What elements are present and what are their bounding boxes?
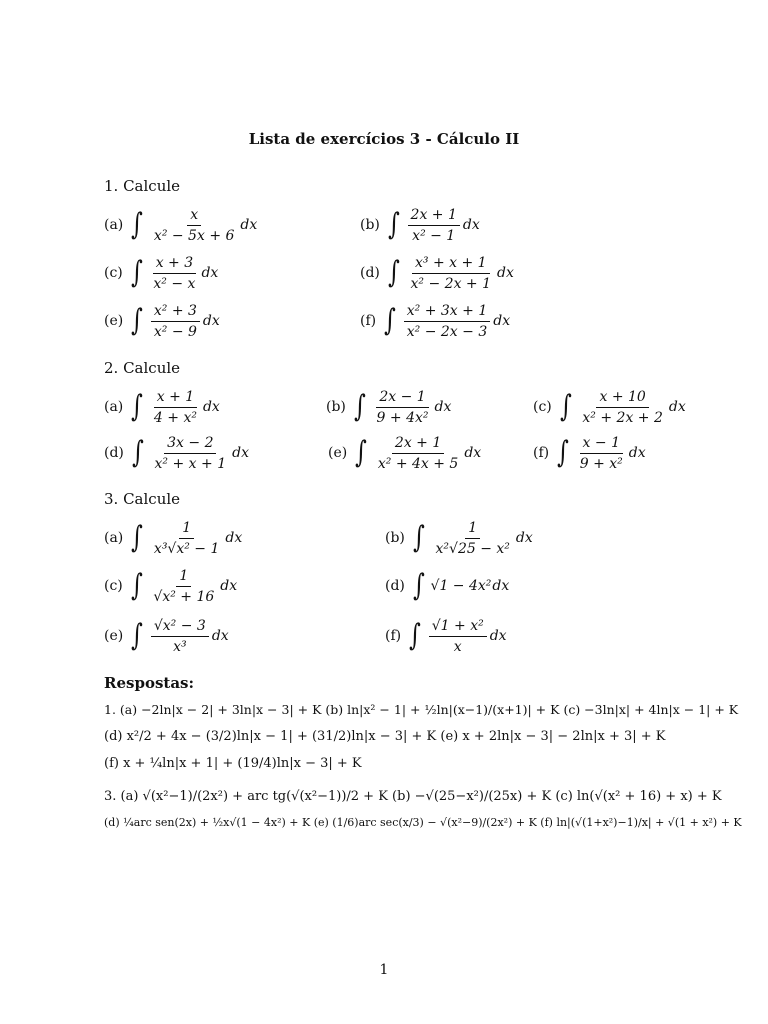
- fraction: $\frac{3x - 2}{\text{x² + x + 1}}$: [154, 434, 227, 472]
- section-1-label: 1. Calcule: [104, 177, 181, 195]
- fraction: $\frac{x - 1}{\text{9 + x²}}$: [579, 434, 623, 472]
- integral-sign-icon: ∫: [559, 389, 572, 424]
- exercise-3b: (b) ∫ $\frac{1}{\text{x²√25 − x²}}$ dx: [385, 519, 533, 557]
- integral-sign-icon: ∫: [353, 389, 366, 424]
- fraction: $\frac{2x + 1}{\text{x² + 4x + 5}}$: [377, 434, 459, 472]
- exercise-3d: (d) ∫ √1 − 4x² dx: [385, 568, 510, 603]
- fraction: $\frac{x + 10}{\text{x² + 2x + 2}}$: [582, 388, 663, 426]
- integral-sign-icon: ∫: [557, 435, 569, 470]
- page-title: Lista de exercícios 3 - Cálculo II: [248, 130, 520, 148]
- exercise-3c: (c) ∫ $\frac{1}{\text{√x² + 16}}$ dx: [104, 567, 238, 605]
- integral-sign-icon: ∫: [409, 618, 421, 653]
- radical-expression: √1 − 4x²: [430, 578, 492, 594]
- integral-sign-icon: ∫: [412, 520, 425, 555]
- exercise-1f: (f) ∫ $\frac{\text{x² + 3x + 1}}{\text{x² − 2x − 3}}$ dx: [360, 302, 511, 340]
- fraction: $\frac{1}{\text{x³√x² − 1}}$: [153, 519, 220, 557]
- answer-line-3: (f) x + ¼ln|x + 1| + (19/4)ln|x − 3| + K: [104, 756, 362, 771]
- exercise-3e: (e) ∫ $\frac{\text{√x² − 3}}{\text{x³}}$ dx: [104, 617, 229, 655]
- integral-sign-icon: ∫: [131, 389, 143, 424]
- fraction: $\frac{x}{\text{x² − 5x + 6}}$: [153, 206, 235, 244]
- integral-sign-icon: ∫: [412, 568, 425, 603]
- exercise-2e: (e) ∫ $\frac{2x + 1}{\text{x² + 4x + 5}}$ dx: [328, 434, 482, 472]
- answer-line-1: 1. (a) −2ln|x − 2| + 3ln|x − 3| + K (b) ln|x² − 1| + ½ln|(x−1)/(x+1)| + K (c) −3ln|x| + 4ln|x − 1| + K: [104, 702, 739, 717]
- integral-sign-icon: ∫: [387, 255, 400, 290]
- section-3-label: 3. Calcule: [104, 490, 181, 508]
- fraction: $\frac{\text{x² + 3x + 1}}{\text{x² − 2x − 3}}$: [404, 303, 490, 340]
- integral-sign-icon: ∫: [131, 435, 144, 470]
- integral-sign-icon: ∫: [131, 207, 143, 242]
- integral-sign-icon: ∫: [384, 303, 396, 338]
- answer-line-2: (d) x²/2 + 4x − (3/2)ln|x − 1| + (31/2)ln|x − 3| + K (e) x + 2ln|x − 3| − 2ln|x + 3| + K: [104, 729, 666, 744]
- fraction: $\frac{1}{\text{√x² + 16}}$: [153, 567, 215, 605]
- exercise-3f: (f) ∫ $\frac{\text{√1 + x²}}{x}$ dx: [385, 617, 507, 655]
- exercise-1b: (b) ∫ $\frac{2x + 1}{\text{x² − 1}}$ dx: [360, 206, 480, 244]
- integral-sign-icon: ∫: [130, 568, 143, 603]
- fraction: $\frac{\text{√1 + x²}}{x}$: [429, 618, 487, 655]
- exercise-1a: (a) ∫ $\frac{x}{\text{x² − 5x + 6}}$ dx: [104, 206, 258, 244]
- section-2-label: 2. Calcule: [104, 359, 181, 377]
- answers-title: Respostas:: [104, 674, 195, 692]
- exercise-2d: (d) ∫ $\frac{3x - 2}{\text{x² + x + 1}}$ dx: [104, 434, 249, 472]
- exercise-2a: (a) ∫ $\frac{x + 1}{\text{4 + x²}}$ dx: [104, 388, 220, 426]
- exercise-3a: (a) ∫ $\frac{1}{\text{x³√x² − 1}}$ dx: [104, 519, 243, 557]
- fraction: $\frac{2x + 1}{\text{x² − 1}}$: [408, 207, 460, 244]
- integral-sign-icon: ∫: [131, 520, 143, 555]
- fraction: $\frac{1}{\text{x²√25 − x²}}$: [435, 519, 510, 557]
- fraction: $\frac{\text{x² + 3}}{\text{x² − 9}}$: [151, 303, 200, 340]
- integral-sign-icon: ∫: [387, 207, 400, 242]
- exercise-2f: (f) ∫ $\frac{x - 1}{\text{9 + x²}}$ dx: [533, 434, 646, 472]
- fraction: $\frac{\text{√x² − 3}}{\text{x³}}$: [151, 618, 209, 655]
- integral-sign-icon: ∫: [131, 303, 143, 338]
- fraction: $\frac{x + 1}{\text{4 + x²}}$: [153, 388, 197, 426]
- answer-line-4: 3. (a) √(x²−1)/(2x²) + arc tg(√(x²−1))/2 + K (b) −√(25−x²)/(25x) + K (c) ln(√(x² + 16) + x) + K: [104, 789, 722, 804]
- fraction: $\frac{x + 3}{\text{x² − x}}$: [153, 254, 196, 292]
- page-number: 1: [379, 962, 389, 978]
- exercise-2c: (c) ∫ $\frac{x + 10}{\text{x² + 2x + 2}}$ dx: [533, 388, 686, 426]
- fraction: $\frac{2x - 1}{\text{9 + 4x²}}$: [376, 388, 429, 426]
- answer-line-5: (d) ¼arc sen(2x) + ½x√(1 − 4x²) + K (e) (1/6)arc sec(x/3) − √(x²−9)/(2x²) + K (f) ln|(√(1+x²)−1)/x| + √(1 + x²) + K: [104, 816, 742, 829]
- integral-sign-icon: ∫: [131, 618, 143, 653]
- integral-sign-icon: ∫: [355, 435, 367, 470]
- integral-sign-icon: ∫: [130, 255, 143, 290]
- item-label: (a): [104, 217, 124, 233]
- exercise-1e: (e) ∫ $\frac{\text{x² + 3}}{\text{x² − 9}}$ dx: [104, 302, 220, 340]
- exercise-1d: (d) ∫ $\frac{\text{x³ + x + 1}}{\text{x² − 2x + 1}}$ dx: [360, 254, 514, 292]
- fraction: $\frac{\text{x³ + x + 1}}{\text{x² − 2x + 1}}$: [410, 254, 492, 292]
- exercise-2b: (b) ∫ $\frac{2x - 1}{\text{9 + 4x²}}$ dx: [326, 388, 452, 426]
- exercise-1c: (c) ∫ $\frac{x + 3}{\text{x² − x}}$ dx: [104, 254, 219, 292]
